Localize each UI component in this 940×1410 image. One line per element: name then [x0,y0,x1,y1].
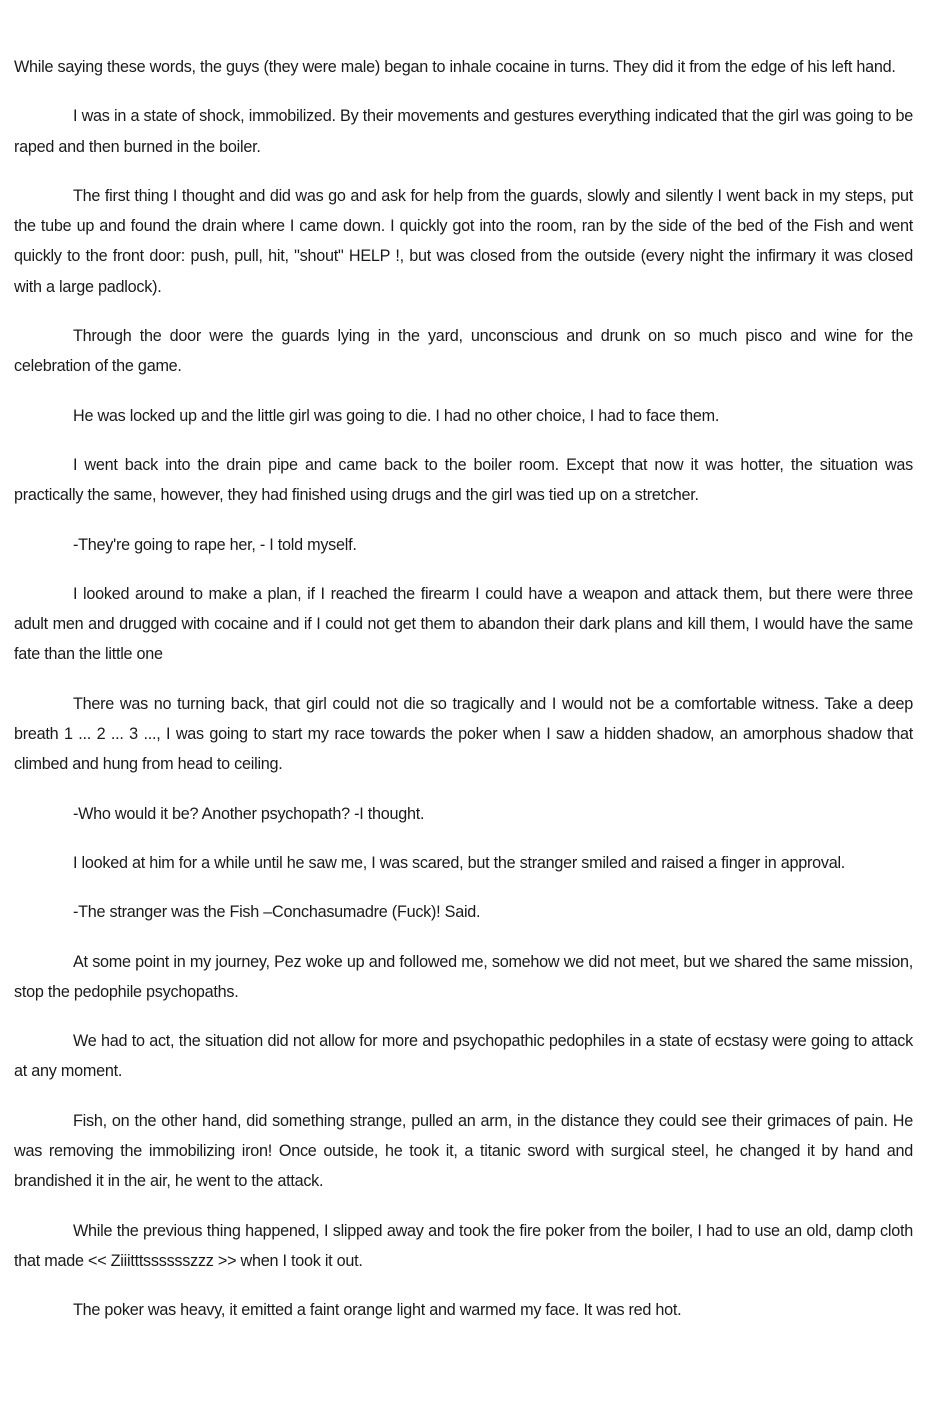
paragraph-6: I went back into the drain pipe and came back to the boiler room. Except that now it was hotter, the situation was practically the same, however, they had finished using drugs and the girl was tied up on a stretcher. [14,455,913,505]
paragraph-4: Through the door were the guards lying in the yard, unconscious and drunk on so much pisco and wine for the celebration of the game. [14,327,913,376]
paragraph-10: -Who would it be? Another psychopath? -I thought. [73,804,425,823]
paragraph-12: -The stranger was the Fish –Conchasumadre (Fuck)! Said. [73,903,481,922]
paragraph-13: At some point in my journey, Pez woke up and followed me, somehow we did not meet, but we shared the same mission, stop the pedophile psychopaths. [14,952,913,1001]
paragraph-3: The first thing I thought and did was go and ask for help from the guards, slowly and silently I went back in my steps, put the tube up and found the drain where I came down. I quickly got into the room, ran by the side of the bed of the Fish and went quickly to the front door: push, pull, hit, "shout" HELP !, but was closed from the outside (every night the infirmary it was closed with a large padlock). [14,186,913,296]
paragraph-8: I looked around to make a plan, if I reached the firearm I could have a weapon and attack them, but there were three adult men and drugged with cocaine and if I could not get them to abandon their dark plans and kill them, I would have the same fate than the little one [14,584,913,664]
document-page [14,52,913,1345]
paragraph-2: I was in a state of shock, immobilized. By their movements and gestures everything indicated that the girl was going to be raped and then burned in the boiler. [14,107,913,156]
paragraph-16: While the previous thing happened, I slipped away and took the fire poker from the boiler, I had to use an old, damp cloth that made << Ziiitttsssssszzz >> when I took it out. [14,1221,913,1270]
paragraph-7: -They're going to rape her, - I told myself. [73,535,357,554]
paragraph-1: While saying these words, the guys (they were male) began to inhale cocaine in turns. They did it from the edge of his left hand. [14,58,896,76]
paragraph-5: He was locked up and the little girl was going to die. I had no other choice, I had to face them. [73,406,720,425]
paragraph-11: I looked at him for a while until he saw me, I was scared, but the stranger smiled and raised a finger in approval. [73,853,846,872]
paragraph-14: We had to act, the situation did not allow for more and psychopathic pedophiles in a state of ecstasy were going to attack at any moment. [14,1032,913,1081]
paragraph-17: The poker was heavy, it emitted a faint orange light and warmed my face. It was red hot. [73,1301,682,1320]
paragraph-15: Fish, on the other hand, did something strange, pulled an arm, in the distance they could see their grimaces of pain. He was removing the immobilizing iron! Once outside, he took it, a titanic sword with surgical steel, he changed it by hand and brandished it in the air, he went to the attack. [14,1111,913,1191]
paragraph-9: There was no turning back, that girl could not die so tragically and I would not be a comfortable witness. Take a deep breath 1 ... 2 ... 3 ..., I was going to start my race towards the poker when I saw a hidden shadow, an amorphous shadow that climbed and hung from head to ceiling. [14,694,913,774]
